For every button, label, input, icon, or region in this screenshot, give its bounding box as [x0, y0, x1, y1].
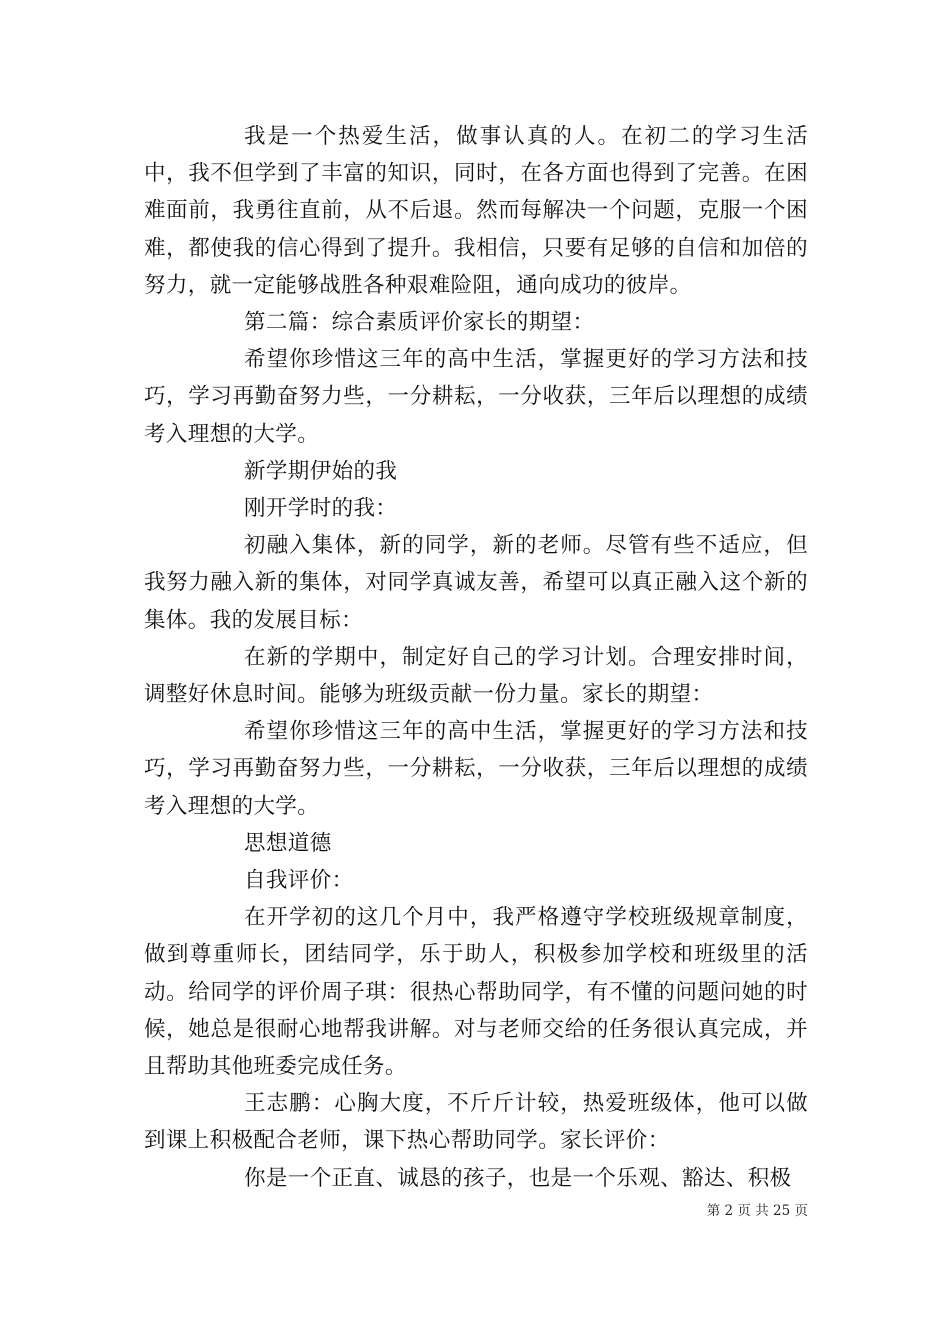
- paragraph-moral-heading: 思想道德: [244, 830, 332, 856]
- paragraph-parent-hope: 希望你珍惜这三年的高中生活，掌握更好的学习方法和技巧，学习再勤奋努力些，一分耕耘，一分收获，三年后以理想的成绩考入理想的大学。: [144, 347, 808, 447]
- paragraph-parent-hope-repeat: 希望你珍惜这三年的高中生活，掌握更好的学习方法和技巧，学习再勤奋努力些，一分耕耘，一分收获，三年后以理想的成绩考入理想的大学。: [144, 719, 808, 819]
- paragraph-start-of-term: 刚开学时的我：: [244, 496, 398, 522]
- paragraph-section-heading: 第二篇：综合素质评价家长的期望：: [244, 310, 595, 336]
- paragraph-study-plan: 在新的学期中，制定好自己的学习计划。合理安排时间，调整好休息时间。能够为班级贡献一份力量。家长的期望：: [144, 644, 808, 708]
- document-body: [144, 118, 808, 1197]
- page-number: 第 2 页 共 25 页: [706, 1203, 808, 1219]
- paragraph-subtitle: 新学期伊始的我: [244, 458, 398, 484]
- paragraph-joining-group: 初融入集体，新的同学，新的老师。尽管有些不适应，但我努力融入新的集体，对同学真诚友善，希望可以真正融入这个新的集体。我的发展目标：: [144, 533, 808, 633]
- paragraph-peer-evaluation: 王志鹏：心胸大度，不斤斤计较，热爱班级体，他可以做到课上积极配合老师，课下热心帮助同学。家长评价：: [144, 1091, 808, 1154]
- paragraph-self-evaluation-heading: 自我评价：: [244, 868, 354, 894]
- paragraph-self-intro: 我是一个热爱生活，做事认真的人。在初二的学习生活中，我不但学到了丰富的知识，同时，在各方面也得到了完善。在困难面前，我勇往直前，从不后退。然而每解决一个问题，克服一个困难，都使我的信心得到了提升。我相信，只要有足够的自信和加倍的努力，就一定能够战胜各种艰难险阻，通向成功的彼岸。: [144, 124, 808, 298]
- paragraph-self-evaluation: 在开学初的这几个月中，我严格遵守学校班级规章制度，做到尊重师长，团结同学，乐于助人，积极参加学校和班级里的活动。给同学的评价周子琪：很热心帮助同学，有不懂的问题问她的时候，她总是很耐心地帮我讲解。对与老师交给的任务很认真完成，并且帮助其他班委完成任务。: [144, 905, 808, 1080]
- paragraph-parent-evaluation: 你是一个正直、诚恳的孩子，也是一个乐观、豁达、积极: [244, 1165, 792, 1191]
